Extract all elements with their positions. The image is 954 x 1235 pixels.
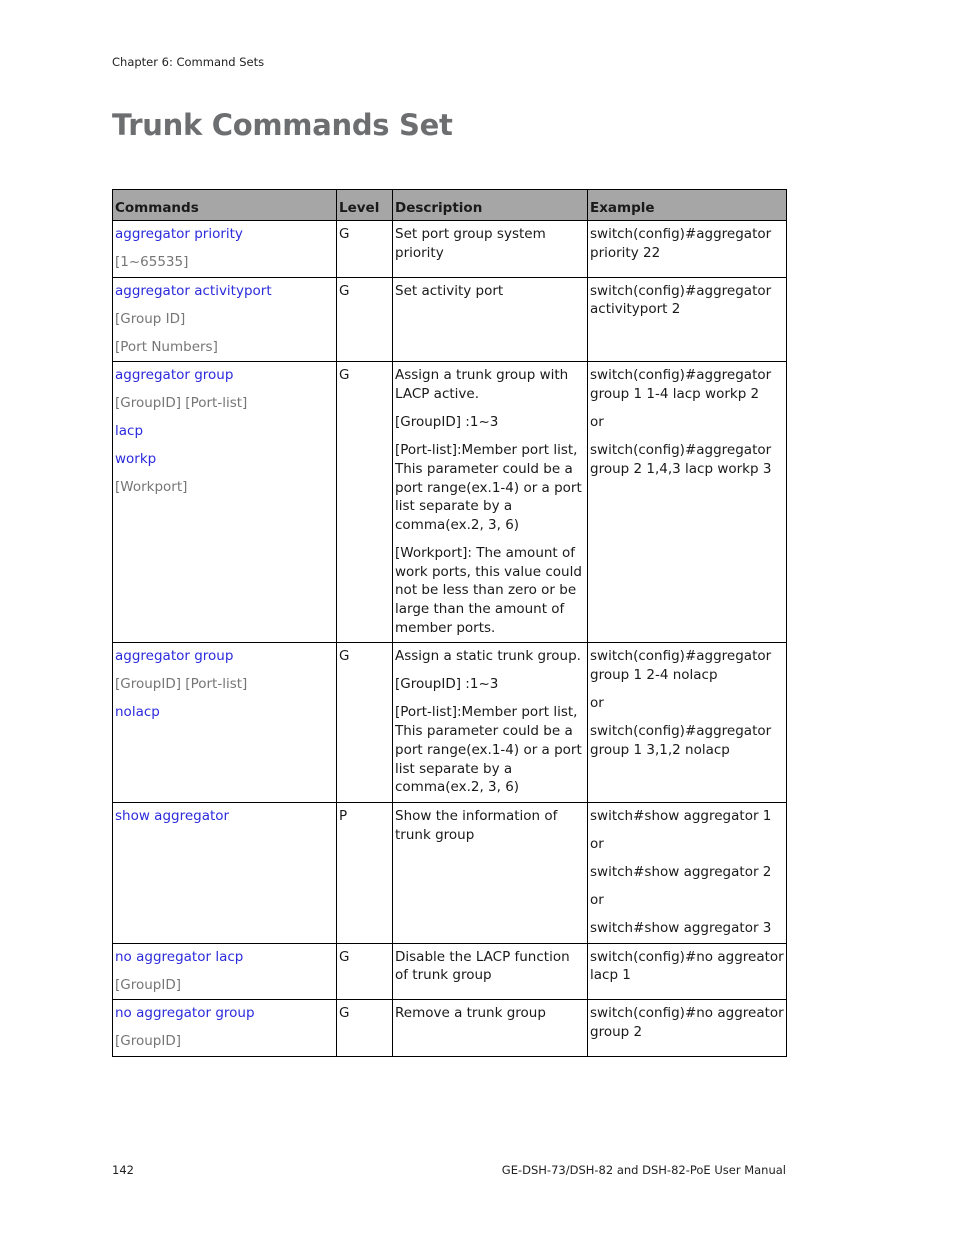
level-cell: P [337,802,393,943]
example-cell [588,277,787,362]
example-cell [588,943,787,1000]
table-header-row [113,190,787,221]
command-parameter: [GroupID] [115,1033,182,1050]
description-line: Show the information of trunk group [395,807,558,843]
chapter-header: Chapter 6: Command Sets [112,55,265,69]
command-cell [113,277,337,362]
column-header-commands: Commands [113,190,337,221]
table-row [113,943,787,1000]
command-cell [113,943,337,1000]
example-line: switch#show aggregator 3 [590,919,772,936]
column-header-description: Description [393,190,588,221]
description-line: Assign a trunk group with LACP active. [395,367,569,403]
table-row [113,1000,787,1057]
description-line: [Workport]: The amount of work ports, this value could not be less than zero or be large than the amount of member ports. [395,544,582,636]
command-keyword: lacp [115,423,144,440]
page-title: Trunk Commands Set [112,108,453,142]
command-keyword: workp [115,451,157,468]
description-cell [393,221,588,278]
command-keyword: no aggregator group [115,1005,255,1022]
example-cell [588,221,787,278]
example-line: switch(config)#no aggreator lacp 1 [590,948,784,984]
command-parameter: [Workport] [115,479,188,496]
example-line: or [590,414,604,431]
command-keyword: aggregator group [115,648,234,665]
description-cell [393,277,588,362]
example-line: or [590,835,604,852]
command-table [112,189,787,1057]
example-cell [588,802,787,943]
description-cell [393,943,588,1000]
example-line: switch(config)#no aggreator group 2 [590,1005,784,1041]
example-line: or [590,891,604,908]
level-cell: G [337,362,393,643]
table-row [113,802,787,943]
level-cell: G [337,277,393,362]
table-row [113,362,787,643]
level-cell: G [337,943,393,1000]
example-line: switch#show aggregator 2 [590,863,772,880]
command-keyword: aggregator priority [115,226,243,242]
example-line: switch(config)#aggregator group 2 1,4,3 lacp workp 3 [590,442,772,477]
column-header-example: Example [588,190,787,221]
table-row [113,221,787,278]
command-cell [113,802,337,943]
description-line: Set port group system priority [395,226,546,261]
level-cell: G [337,221,393,278]
command-parameter: [GroupID] [115,976,182,993]
example-cell [588,643,787,803]
description-line: Remove a trunk group [395,1005,546,1022]
table-row [113,277,787,362]
example-line: switch(config)#aggregator group 1 2-4 nolacp [590,648,772,684]
command-keyword: no aggregator lacp [115,948,244,965]
description-cell [393,1000,588,1057]
description-line: [GroupID] :1~3 [395,414,499,431]
description-cell [393,362,588,643]
command-parameter: [Port Numbers] [115,338,218,355]
page-number: 142 [112,1163,134,1177]
table-row [113,643,787,803]
command-cell [113,362,337,643]
example-cell [588,1000,787,1057]
column-header-level: Level [337,190,393,221]
description-line: Disable the LACP function of trunk group [395,948,570,984]
command-keyword: show aggregator [115,807,230,824]
description-line: Set activity port [395,282,504,299]
description-cell [393,802,588,943]
command-keyword: aggregator activityport [115,282,272,299]
command-parameter: [1~65535] [115,254,189,270]
example-cell [588,362,787,643]
command-cell [113,221,337,278]
description-cell [393,643,588,803]
command-parameter: [GroupID] [Port-list] [115,395,248,412]
example-line: or [590,695,604,712]
command-parameter: [GroupID] [Port-list] [115,676,248,693]
command-cell [113,1000,337,1057]
command-keyword: nolacp [115,704,160,721]
level-cell: G [337,643,393,803]
manual-title: GE-DSH-73/DSH-82 and DSH-82-PoE User Manual [501,1163,786,1177]
description-line: [GroupID] :1~3 [395,676,499,693]
example-line: switch(config)#aggregator priority 22 [590,226,772,261]
command-parameter: [Group ID] [115,310,186,327]
table-body [113,221,787,1057]
example-line: switch(config)#aggregator activityport 2 [590,282,772,318]
example-line: switch#show aggregator 1 [590,807,772,824]
command-keyword: aggregator group [115,367,234,384]
command-cell [113,643,337,803]
level-cell: G [337,1000,393,1057]
example-line: switch(config)#aggregator group 1 3,1,2 nolacp [590,723,772,758]
example-line: switch(config)#aggregator group 1 1-4 lacp workp 2 [590,367,772,403]
description-line: Assign a static trunk group. [395,648,581,665]
description-line: [Port-list]:Member port list, This parameter could be a port range(ex.1-4) or a port list separate by a comma(ex.2, 3, 6) [395,704,582,796]
description-line: [Port-list]:Member port list, This parameter could be a port range(ex.1-4) or a port list separate by a comma(ex.2, 3, 6) [395,442,582,533]
